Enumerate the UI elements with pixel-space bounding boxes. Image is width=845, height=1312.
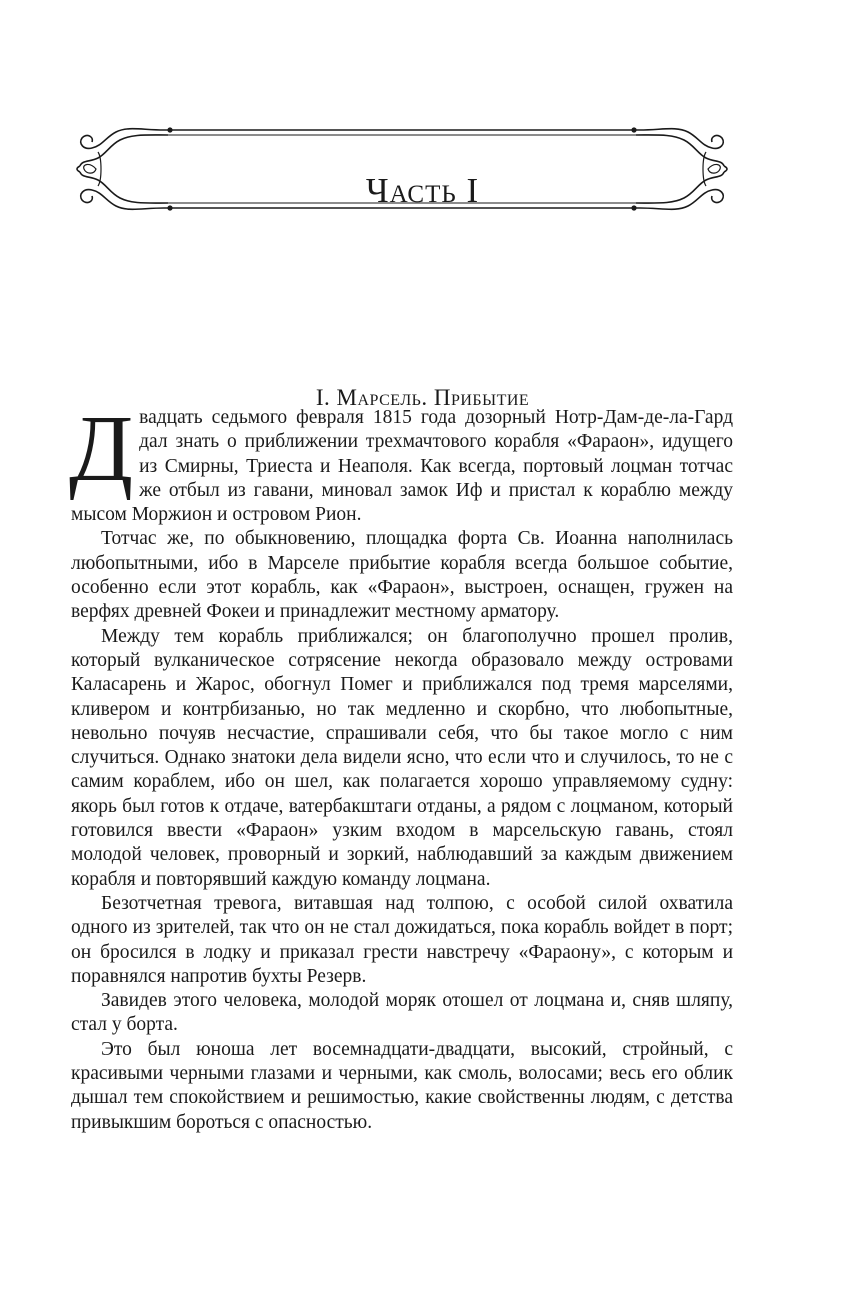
paragraph-first-text: вадцать седьмого февраля 1815 года дозорный Нотр-Дам-де-ла-Гард дал знать о приближении трехмачтового корабля «Фараон», идущего из Смирны, Триеста и Неаполя. Как всегда, портовый лоцман тотчас же отбыл из гавани, миновал замок Иф и пристал к кораблю между мысом Моржион и островом Рион. [71,407,733,526]
part-title: Часть I [365,171,480,211]
paragraph: Это был юноша лет восемнадцати-двадцати, высокий, стройный, с красивыми черными глазами и черными, как смоль, волосами; весь его облик дышал тем спокойствием и решимостью, какие свойственны людям, с детства привыкшим бороться с опасностью. [71,1038,733,1133]
paragraph: Между тем корабль приближался; он благополучно прошел пролив, который вулканическое сотрясение некогда образовало между островами Каласарень и Жарос, обогнул Помег и приближался под тремя марселями, кливером и контрбизанью, но так медленно и скорбно, что любопытные, невольно почуяв несчастие, спрашивали себя, что бы такое могло с ним случиться. Однако знатоки дела видели ясно, что если что и случилось, то не с самим кораблем, ибо он шел, как полагается хорошо управляемому судну: якорь был готов к отдаче, ватербакштаги отданы, а рядом с лоцманом, который готовился ввести «Фараон» узким входом в марсельскую гавань, стоял молодой человек, проворный и зоркий, наблюдавший за каждым движением корабля и повторявший каждую команду лоцмана. [71,625,733,890]
paragraph: Безотчетная тревога, витавшая над толпою, с особой силой охватила одного из зрителей, так что он не стал дожидаться, пока корабль войдет в порт; он бросился в лодку и приказал грести навстречу «Фараону», с которым и поравнялся напротив бухты Резерв. [71,892,733,987]
chapter-title: I. Марсель. Прибытие [315,385,530,411]
drop-cap: Д [69,397,134,501]
paragraph: Тотчас же, по обыкновению, площадка форта Св. Иоанна наполнилась любопытными, ибо в Марселе прибытие корабля всегда большое событие, особенно если этот корабль, как «Фараон», выстроен, оснащен, гружен на верфях древней Фокеи и принадлежит местному арматору. [71,528,733,623]
paragraph: Завидев этого человека, молодой моряк отошел от лоцмана и, сняв шляпу, стал у борта. [71,990,733,1036]
